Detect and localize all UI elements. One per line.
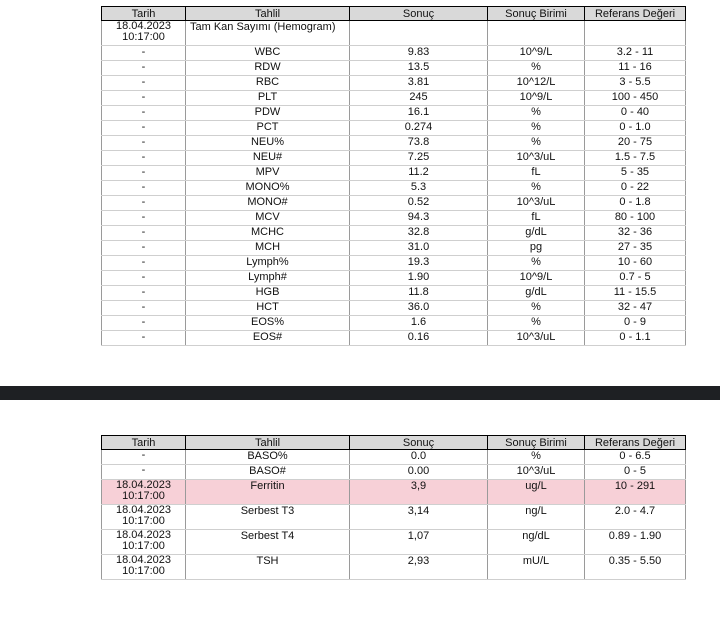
cell-result: 0.0 <box>350 450 488 465</box>
table-row <box>102 241 686 256</box>
cell-ref: 10 - 291 <box>585 480 686 505</box>
cell-result: 73.8 <box>350 136 488 151</box>
cell-test: HCT <box>186 301 350 316</box>
cell-ref: 1.5 - 7.5 <box>585 151 686 166</box>
table-row <box>102 91 686 106</box>
header-tarih: Tarih <box>102 436 186 450</box>
cell-result: 2,93 <box>350 555 488 580</box>
cell-test: EOS% <box>186 316 350 331</box>
cell-test: Serbest T4 <box>186 530 350 555</box>
cell-unit: % <box>488 301 585 316</box>
cell-ref: 5 - 35 <box>585 166 686 181</box>
table-row <box>102 211 686 226</box>
cell-test: PDW <box>186 106 350 121</box>
cell-date: - <box>102 151 186 166</box>
header-tahlil: Tahlil <box>186 436 350 450</box>
cell-ref: 0 - 1.8 <box>585 196 686 211</box>
cell-ref: 0 - 22 <box>585 181 686 196</box>
cell-unit: 10^9/L <box>488 46 585 61</box>
cell-result: 7.25 <box>350 151 488 166</box>
cell-unit: pg <box>488 241 585 256</box>
cell-result: 11.8 <box>350 286 488 301</box>
cell-date: - <box>102 121 186 136</box>
cell-test: BASO% <box>186 450 350 465</box>
cell-date: - <box>102 46 186 61</box>
cell-date: 18.04.2023 10:17:00 <box>102 555 186 580</box>
table-row <box>102 480 686 505</box>
cell-result: 11.2 <box>350 166 488 181</box>
table-row <box>102 331 686 346</box>
cell-date: - <box>102 106 186 121</box>
cell-result: 3.81 <box>350 76 488 91</box>
cell-test: MONO% <box>186 181 350 196</box>
cell-result: 31.0 <box>350 241 488 256</box>
table-row <box>102 316 686 331</box>
cell-unit: % <box>488 106 585 121</box>
header-sonuc-birimi: Sonuç Birimi <box>488 7 585 21</box>
cell-unit: % <box>488 256 585 271</box>
table-row <box>102 301 686 316</box>
cell-ref: 100 - 450 <box>585 91 686 106</box>
cell-test: PCT <box>186 121 350 136</box>
cell-unit: % <box>488 181 585 196</box>
cell-result: 1.90 <box>350 271 488 286</box>
cell-date: - <box>102 211 186 226</box>
cell-result: 16.1 <box>350 106 488 121</box>
table-row <box>102 271 686 286</box>
cell-date: - <box>102 450 186 465</box>
cell-ref: 11 - 15.5 <box>585 286 686 301</box>
cell-result: 0.00 <box>350 465 488 480</box>
cell-result: 3,14 <box>350 505 488 530</box>
cell-ref <box>585 21 686 46</box>
cell-test: EOS# <box>186 331 350 346</box>
cell-test: WBC <box>186 46 350 61</box>
cell-date: - <box>102 136 186 151</box>
cell-test: Ferritin <box>186 480 350 505</box>
cell-result: 19.3 <box>350 256 488 271</box>
cell-unit: 10^9/L <box>488 271 585 286</box>
cell-date: - <box>102 61 186 76</box>
table-row <box>102 286 686 301</box>
cell-ref: 0 - 9 <box>585 316 686 331</box>
table-row <box>102 46 686 61</box>
cell-date: - <box>102 331 186 346</box>
table-row <box>102 465 686 480</box>
cell-date: - <box>102 256 186 271</box>
cell-unit: mU/L <box>488 555 585 580</box>
cell-unit: g/dL <box>488 286 585 301</box>
cell-ref: 0.35 - 5.50 <box>585 555 686 580</box>
cell-test: RBC <box>186 76 350 91</box>
table-header-row <box>102 7 686 21</box>
cell-ref: 2.0 - 4.7 <box>585 505 686 530</box>
table-row <box>102 76 686 91</box>
cell-ref: 0 - 1.0 <box>585 121 686 136</box>
table-row <box>102 151 686 166</box>
cell-test: MCHC <box>186 226 350 241</box>
cell-test: Lymph# <box>186 271 350 286</box>
cell-result <box>350 21 488 46</box>
header-sonuc-birimi: Sonuç Birimi <box>488 436 585 450</box>
cell-unit: ng/L <box>488 505 585 530</box>
table-row <box>102 106 686 121</box>
cell-unit: 10^9/L <box>488 91 585 106</box>
cell-result: 1.6 <box>350 316 488 331</box>
cell-result: 3,9 <box>350 480 488 505</box>
header-sonuc: Sonuç <box>350 436 488 450</box>
cell-test: Lymph% <box>186 256 350 271</box>
cell-ref: 0 - 6.5 <box>585 450 686 465</box>
cell-unit <box>488 21 585 46</box>
cell-result: 1,07 <box>350 530 488 555</box>
cell-test: MONO# <box>186 196 350 211</box>
cell-result: 0.16 <box>350 331 488 346</box>
table-row <box>102 166 686 181</box>
cell-result: 0.52 <box>350 196 488 211</box>
cell-date: - <box>102 465 186 480</box>
cell-unit: fL <box>488 166 585 181</box>
cell-test: NEU% <box>186 136 350 151</box>
cell-unit: % <box>488 136 585 151</box>
cell-test: MCV <box>186 211 350 226</box>
header-tahlil: Tahlil <box>186 7 350 21</box>
header-referans-degeri: Referans Değeri <box>585 7 686 21</box>
table-row <box>102 196 686 211</box>
cell-test: HGB <box>186 286 350 301</box>
cell-unit: 10^3/uL <box>488 196 585 211</box>
table-row <box>102 450 686 465</box>
cell-test: RDW <box>186 61 350 76</box>
cell-date: - <box>102 316 186 331</box>
cell-unit: % <box>488 316 585 331</box>
cell-date: - <box>102 241 186 256</box>
cell-test: NEU# <box>186 151 350 166</box>
cell-ref: 27 - 35 <box>585 241 686 256</box>
cell-unit: 10^3/uL <box>488 331 585 346</box>
cell-ref: 0.7 - 5 <box>585 271 686 286</box>
table-row <box>102 505 686 530</box>
page-separator <box>0 386 720 400</box>
cell-ref: 32 - 36 <box>585 226 686 241</box>
cell-result: 13.5 <box>350 61 488 76</box>
cell-unit: g/dL <box>488 226 585 241</box>
cell-date: - <box>102 271 186 286</box>
table-row <box>102 136 686 151</box>
cell-ref: 3.2 - 11 <box>585 46 686 61</box>
cell-date: 18.04.2023 10:17:00 <box>102 21 186 46</box>
cell-test: MPV <box>186 166 350 181</box>
cell-unit: 10^3/uL <box>488 151 585 166</box>
cell-ref: 10 - 60 <box>585 256 686 271</box>
cell-result: 94.3 <box>350 211 488 226</box>
cell-test-group: Tam Kan Sayımı (Hemogram) <box>186 21 350 46</box>
header-referans-degeri: Referans Değeri <box>585 436 686 450</box>
cell-unit: ug/L <box>488 480 585 505</box>
cell-unit: 10^3/uL <box>488 465 585 480</box>
table-row <box>102 61 686 76</box>
hormone-table <box>101 435 686 580</box>
table-row <box>102 181 686 196</box>
cell-result: 9.83 <box>350 46 488 61</box>
cell-ref: 32 - 47 <box>585 301 686 316</box>
cell-unit: fL <box>488 211 585 226</box>
cell-date: - <box>102 301 186 316</box>
cell-date: - <box>102 166 186 181</box>
table-row <box>102 530 686 555</box>
cell-result: 36.0 <box>350 301 488 316</box>
cell-ref: 20 - 75 <box>585 136 686 151</box>
cell-unit: 10^12/L <box>488 76 585 91</box>
cell-result: 32.8 <box>350 226 488 241</box>
cell-unit: % <box>488 121 585 136</box>
cell-ref: 3 - 5.5 <box>585 76 686 91</box>
cell-test: TSH <box>186 555 350 580</box>
header-sonuc: Sonuç <box>350 7 488 21</box>
cell-result: 0.274 <box>350 121 488 136</box>
cell-ref: 80 - 100 <box>585 211 686 226</box>
cell-ref: 11 - 16 <box>585 61 686 76</box>
cell-date: - <box>102 76 186 91</box>
cell-date: - <box>102 181 186 196</box>
cell-date: 18.04.2023 10:17:00 <box>102 480 186 505</box>
header-tarih: Tarih <box>102 7 186 21</box>
cell-unit: ng/dL <box>488 530 585 555</box>
group-row <box>102 21 686 46</box>
cell-test: PLT <box>186 91 350 106</box>
cell-ref: 0 - 40 <box>585 106 686 121</box>
table-row <box>102 555 686 580</box>
cell-unit: % <box>488 450 585 465</box>
cell-ref: 0 - 1.1 <box>585 331 686 346</box>
cell-ref: 0.89 - 1.90 <box>585 530 686 555</box>
cell-date: 18.04.2023 10:17:00 <box>102 530 186 555</box>
cell-result: 245 <box>350 91 488 106</box>
table-row <box>102 121 686 136</box>
cell-result: 5.3 <box>350 181 488 196</box>
cell-test: Serbest T3 <box>186 505 350 530</box>
table-row <box>102 256 686 271</box>
cell-ref: 0 - 5 <box>585 465 686 480</box>
cell-date: - <box>102 286 186 301</box>
cell-date: - <box>102 196 186 211</box>
table-header-row <box>102 436 686 450</box>
cell-date: 18.04.2023 10:17:00 <box>102 505 186 530</box>
cell-date: - <box>102 91 186 106</box>
cell-unit: % <box>488 61 585 76</box>
hemogram-table <box>101 6 686 346</box>
cell-test: MCH <box>186 241 350 256</box>
cell-date: - <box>102 226 186 241</box>
table-row <box>102 226 686 241</box>
cell-test: BASO# <box>186 465 350 480</box>
